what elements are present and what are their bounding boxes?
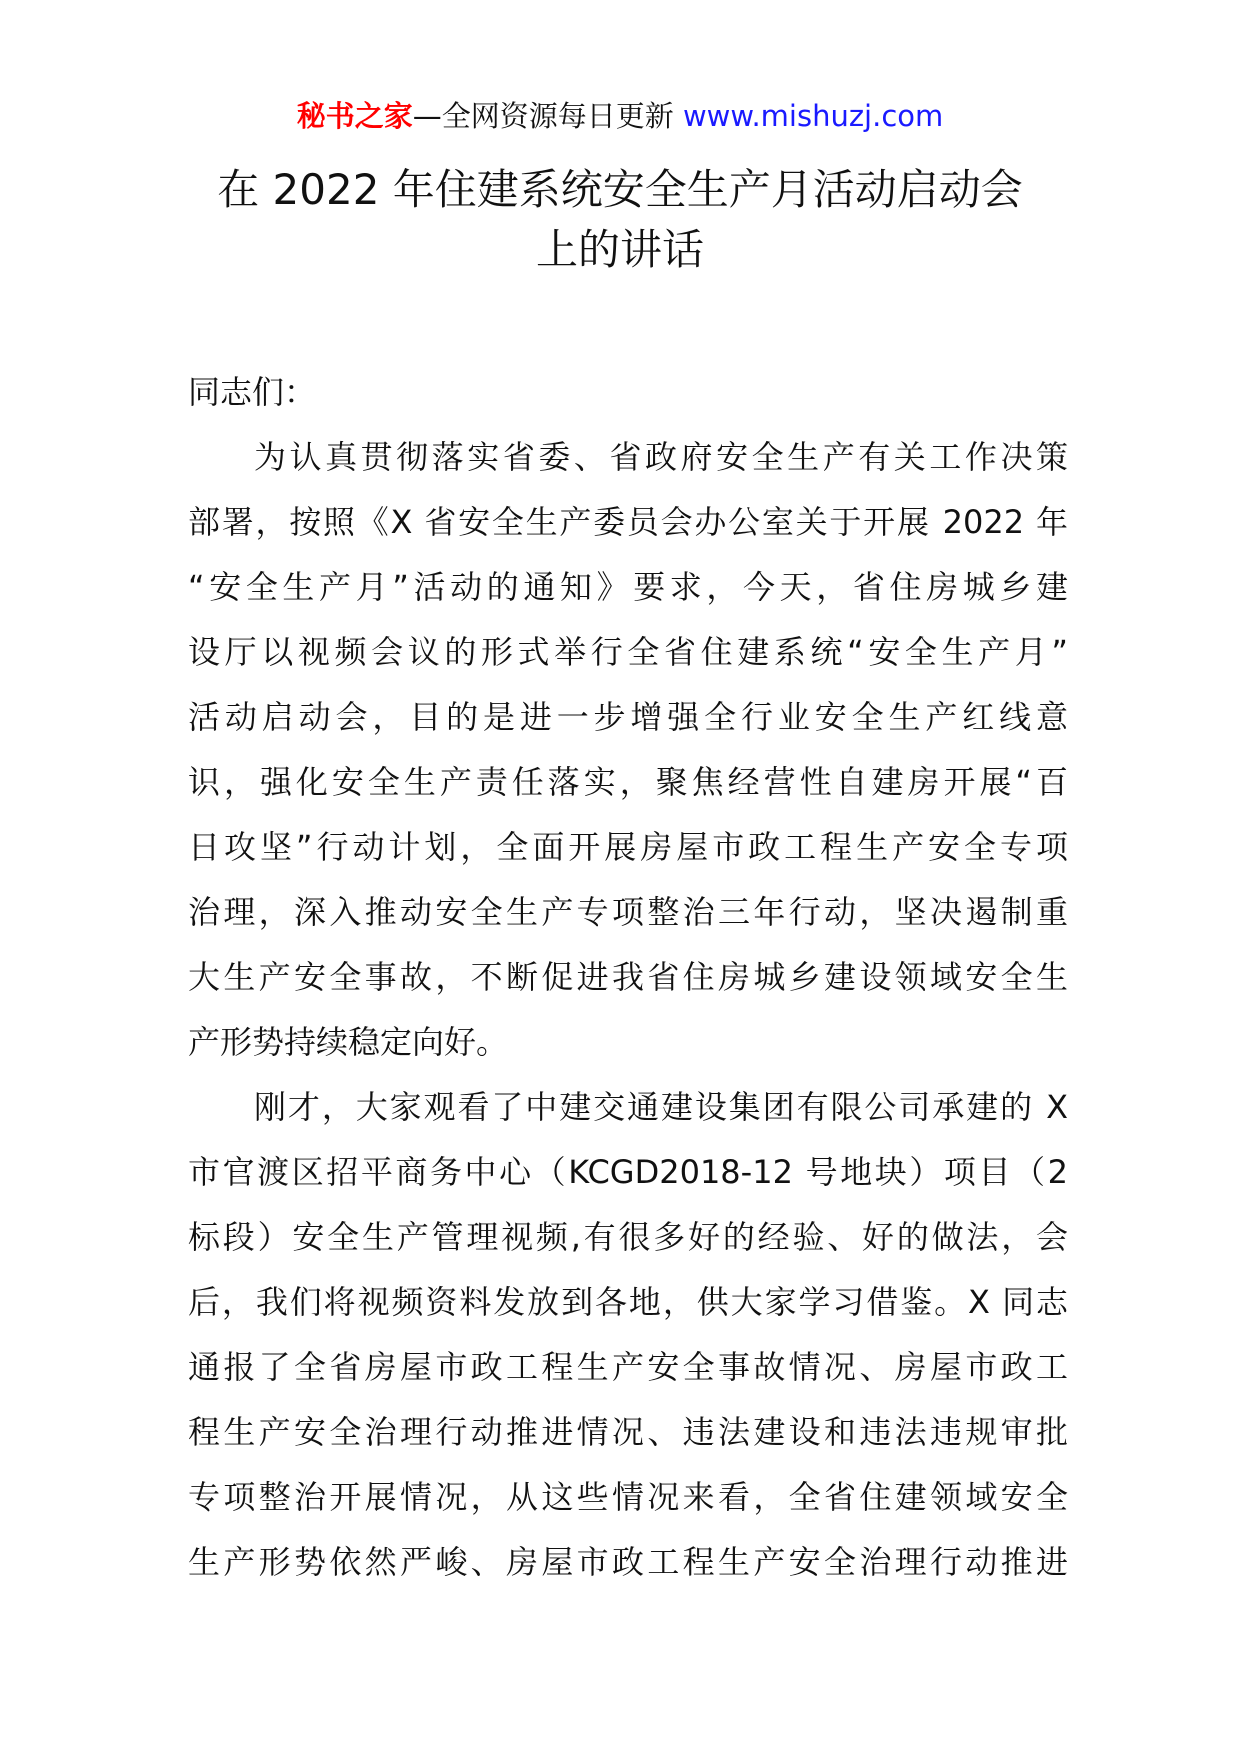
paragraph-line: 专项整治开展情况，从这些情况来看，全省住建领域安全 <box>188 1478 1068 1516</box>
paragraph-2 <box>188 1075 1068 1595</box>
header-slogan: —全网资源每日更新 <box>412 99 674 133</box>
paragraph-line: 活动启动会，目的是进一步增强全行业安全生产红线意 <box>188 698 1068 736</box>
paragraph-line: 通报了全省房屋市政工程生产安全事故情况、房屋市政工 <box>188 1348 1068 1386</box>
paragraph-line: “安全生产月”活动的通知》要求，今天，省住房城乡建 <box>188 568 1068 606</box>
salutation: 同志们： <box>188 373 317 411</box>
paragraph-line: 生产形势依然严峻、房屋市政工程生产安全治理行动推进 <box>188 1543 1068 1581</box>
paragraph-line: 治理，深入推动安全生产专项整治三年行动，坚决遏制重 <box>188 893 1068 931</box>
paragraph-line: 刚才，大家观看了中建交通建设集团有限公司承建的 X <box>254 1088 1068 1126</box>
site-url-link[interactable]: www.mishuzj.com <box>682 99 944 133</box>
document-title <box>150 160 1090 280</box>
brand-name: 秘书之家 <box>296 99 413 133</box>
paragraph-line: 大生产安全事故，不断促进我省住房城乡建设领域安全生 <box>188 958 1068 996</box>
title-line-1: 在 2022 年住建系统安全生产月活动启动会 <box>217 165 1023 214</box>
document-body <box>188 360 1068 1595</box>
paragraph-line: 设厅以视频会议的形式举行全省住建系统“安全生产月” <box>188 633 1068 671</box>
site-header <box>0 96 1240 136</box>
paragraph-line: 为认真贯彻落实省委、省政府安全生产有关工作决策 <box>254 438 1068 476</box>
paragraph-line: 产形势持续稳定向好。 <box>188 1023 509 1061</box>
paragraph-line: 标段）安全生产管理视频,有很多好的经验、好的做法，会 <box>188 1218 1068 1256</box>
paragraph-line: 日攻坚”行动计划，全面开展房屋市政工程生产安全专项 <box>188 828 1068 866</box>
paragraph-1 <box>188 425 1068 1075</box>
title-line-2: 上的讲话 <box>535 225 704 274</box>
paragraph-line: 后，我们将视频资料发放到各地，供大家学习借鉴。X 同志 <box>188 1283 1068 1321</box>
paragraph-line: 部署，按照《X 省安全生产委员会办公室关于开展 2022 年 <box>188 503 1068 541</box>
paragraph-line: 市官渡区招平商务中心（KCGD2018-12 号地块）项目（2 <box>188 1153 1068 1191</box>
paragraph-line: 程生产安全治理行动推进情况、违法建设和违法违规审批 <box>188 1413 1068 1451</box>
paragraph-line: 识，强化安全生产责任落实，聚焦经营性自建房开展“百 <box>188 763 1068 801</box>
